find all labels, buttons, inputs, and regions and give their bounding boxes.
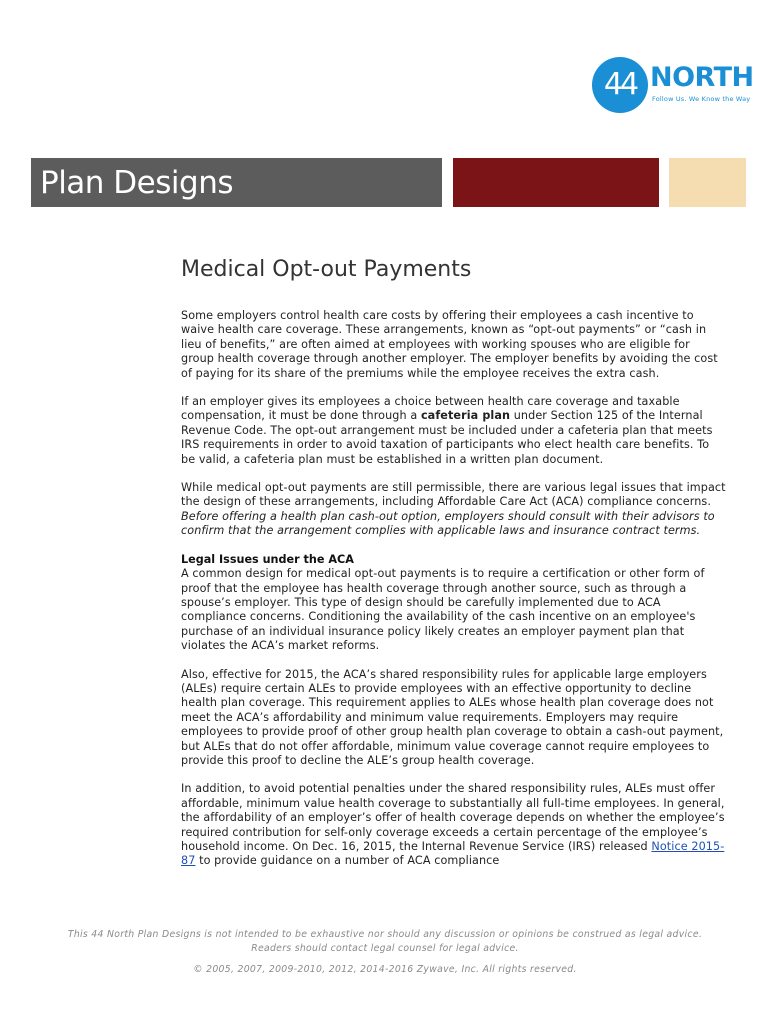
section-heading-aca: Legal Issues under the ACA <box>181 552 354 566</box>
notice-2015-87-link[interactable]: Notice 2015-87 <box>181 840 725 868</box>
paragraph-legal-issues <box>181 481 726 539</box>
paragraph-text: to provide guidance on a number of ACA compliance <box>195 854 500 868</box>
banner-tan-block <box>669 158 746 207</box>
company-logo <box>592 57 762 115</box>
paragraph-text: If an employer gives its employees a choice between health care coverage and taxable compensation, it must be done through a <box>181 395 680 423</box>
paragraph-intro: Some employers control health care costs by offering their employees a cash incentive to waive health care coverage. These arrangements, known as “opt-out payments” or “cash in lieu of benefits,” are often aimed at employees with working spouses who are eligible for group health coverage through another employer. The employer benefits by avoiding the cost of paying for its share of the premiums while the employee receives the extra cash. <box>181 309 718 380</box>
logo-circle: 44 <box>592 57 648 113</box>
paragraph-shared-responsibility: Also, effective for 2015, the ACA’s shared responsibility rules for applicable large employers (ALEs) require certain ALEs to provide employees with an effective opportunity to decline health plan coverage. This requirement applies to ALEs whose health plan coverage does not meet the ACA’s affordability and minimum value requirements. Employers may require employees to provide proof of other group health plan coverage to obtain a cash-out payment, but ALEs that do not offer affordable, minimum value coverage cannot require employees to provide this proof to decline the ALE’s group health coverage. <box>181 667 724 767</box>
cafeteria-plan-term: cafeteria plan <box>420 409 511 423</box>
copyright-notice: © 2005, 2007, 2009-2010, 2012, 2014-2016 Zywave, Inc. All rights reserved. <box>193 964 577 975</box>
banner-title: Plan Designs <box>40 165 233 201</box>
disclaimer-line: Readers should contact legal counsel for legal advice. <box>251 943 519 954</box>
paragraph-text: While medical opt-out payments are still permissible, there are various legal issues that impact the design of these arrangements, including Affordable Care Act (ACA) compliance concerns. <box>181 481 726 509</box>
logo-tagline: Follow Us. We Know the Way <box>652 95 751 103</box>
paragraph-text: under Section 125 of the Internal Revenue Code. The opt-out arrangement must be included under a cafeteria plan that meets IRS requirements in order to avoid taxation of participants who elect health care benefits. To be valid, a cafeteria plan must be established in a written plan document. <box>181 409 713 466</box>
paragraph-certification: A common design for medical opt-out payments is to require a certification or other form of proof that the employee has health coverage through another source, such as through a spouse’s employer. This type of design should be carefully implemented due to ACA compliance concerns. Conditioning the availability of the cash incentive on an employee's purchase of an individual insurance policy likely creates an employer payment plan that violates the ACA’s market reforms. <box>181 567 705 653</box>
banner-red-block <box>453 158 659 207</box>
document-title: Medical Opt-out Payments <box>181 257 472 282</box>
logo-wordmark: NORTH <box>650 62 754 93</box>
paragraph-cafeteria <box>181 395 726 467</box>
paragraph-affordability <box>181 782 726 868</box>
paragraph-text: In addition, to avoid potential penalties under the shared responsibility rules, ALEs must offer affordable, minimum value health coverage to substantially all full-time employees. In general, the affordability of an employer’s offer of health coverage depends on whether the employee’s required contribution for self-only coverage exceeds a certain percentage of the employee’s household income. On Dec. 16, 2015, the Internal Revenue Service (IRS) released <box>181 782 725 853</box>
disclaimer-line: This 44 North Plan Designs is not intended to be exhaustive nor should any discussion or opinions be construed as legal advice. <box>67 929 703 940</box>
document-body <box>181 255 726 883</box>
advisory-note: Before offering a health plan cash-out option, employers should consult with their advisors to confirm that the arrangement complies with applicable laws and insurance contract terms. <box>181 509 715 538</box>
legal-disclaimer <box>0 928 770 956</box>
